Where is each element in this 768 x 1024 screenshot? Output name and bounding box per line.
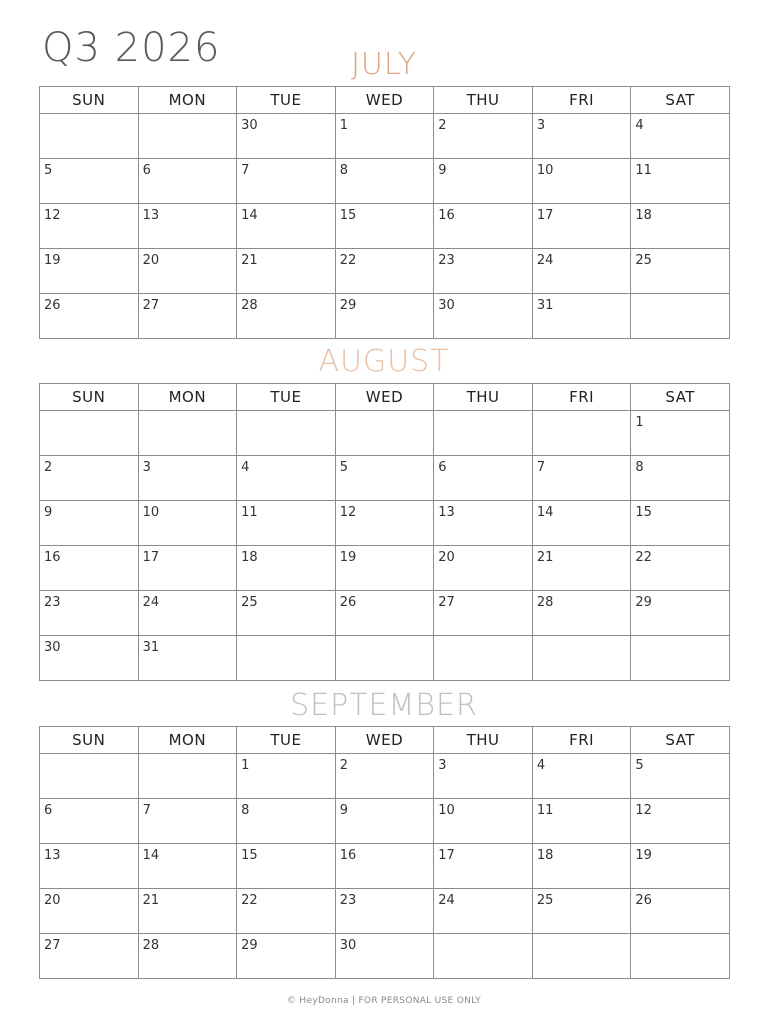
- day-cell: [434, 546, 533, 591]
- day-number: 5: [44, 163, 53, 178]
- day-number: 5: [635, 758, 644, 773]
- day-cell: [237, 934, 336, 979]
- day-number: 20: [142, 253, 160, 268]
- day-cell: [434, 114, 533, 159]
- day-number: 20: [438, 550, 455, 565]
- day-number: 6: [142, 163, 151, 178]
- day-number: 15: [339, 208, 357, 223]
- day-number: 22: [339, 253, 357, 268]
- weekday-header-sat: SAT: [631, 384, 730, 411]
- day-number: 30: [44, 640, 61, 655]
- day-cell: [631, 799, 730, 844]
- week-row: [40, 159, 730, 204]
- weekday-header-tue: TUE: [237, 384, 336, 411]
- weekday-header-fri: FRI: [532, 727, 631, 754]
- day-number: [237, 636, 335, 640]
- day-number: 30: [339, 938, 357, 953]
- day-number: 27: [438, 595, 455, 610]
- day-cell: [631, 114, 730, 159]
- day-number: [434, 934, 532, 938]
- day-cell: [434, 636, 533, 681]
- day-number: [139, 411, 237, 415]
- day-cell: [631, 159, 730, 204]
- weekday-header-row: [40, 384, 730, 411]
- weekday-header-tue: TUE: [237, 87, 336, 114]
- day-cell: [434, 934, 533, 979]
- day-cell: [335, 546, 434, 591]
- day-number: 23: [438, 253, 455, 268]
- day-cell: [532, 546, 631, 591]
- day-number: 9: [339, 803, 348, 818]
- weekday-header-mon: MON: [138, 384, 237, 411]
- day-number: 29: [241, 938, 258, 953]
- day-cell: [237, 114, 336, 159]
- month-title-july: JULY: [351, 47, 417, 82]
- day-number: [40, 754, 138, 758]
- calendar-september: [39, 726, 730, 979]
- day-number: 23: [339, 893, 357, 908]
- day-cell: [335, 204, 434, 249]
- day-number: 19: [635, 848, 652, 863]
- day-cell: [237, 799, 336, 844]
- quarter-title: Q3 2026: [42, 25, 221, 71]
- day-number: 28: [241, 298, 258, 313]
- day-cell: [434, 754, 533, 799]
- day-number: 18: [241, 550, 258, 565]
- day-number: 14: [241, 208, 258, 223]
- day-cell: [138, 501, 237, 546]
- day-number: [631, 636, 729, 640]
- week-row: [40, 249, 730, 294]
- day-cell: [40, 889, 139, 934]
- week-row: [40, 204, 730, 249]
- calendar-july: [39, 86, 730, 339]
- day-cell: [237, 456, 336, 501]
- day-cell: [631, 754, 730, 799]
- day-number: 7: [241, 163, 250, 178]
- day-number: 22: [241, 893, 258, 908]
- day-cell: [40, 114, 139, 159]
- day-cell: [335, 844, 434, 889]
- month-title-september: SEPTEMBER: [290, 688, 478, 723]
- day-cell: [434, 204, 533, 249]
- day-cell: [138, 799, 237, 844]
- weekday-header-fri: FRI: [532, 384, 631, 411]
- day-number: 8: [241, 803, 250, 818]
- day-number: 1: [635, 415, 644, 430]
- day-number: [40, 114, 138, 118]
- day-cell: [631, 501, 730, 546]
- day-cell: [335, 249, 434, 294]
- day-cell: [237, 294, 336, 339]
- week-row: [40, 934, 730, 979]
- day-number: 8: [635, 460, 644, 475]
- day-cell: [532, 294, 631, 339]
- day-number: [533, 636, 631, 640]
- day-number: 30: [438, 298, 455, 313]
- day-cell: [138, 114, 237, 159]
- day-cell: [335, 159, 434, 204]
- day-cell: [434, 294, 533, 339]
- day-cell: [532, 501, 631, 546]
- day-cell: [335, 294, 434, 339]
- weekday-header-tue: TUE: [237, 727, 336, 754]
- week-row: [40, 844, 730, 889]
- day-number: [139, 754, 237, 758]
- day-number: 19: [44, 253, 61, 268]
- weekday-header-fri: FRI: [532, 87, 631, 114]
- day-cell: [631, 636, 730, 681]
- weekday-header-mon: MON: [138, 87, 237, 114]
- day-cell: [237, 501, 336, 546]
- footer-copyright: © HeyDonna | FOR PERSONAL USE ONLY: [286, 996, 482, 1006]
- day-number: 23: [44, 595, 61, 610]
- day-cell: [40, 294, 139, 339]
- day-cell: [434, 159, 533, 204]
- day-number: 4: [241, 460, 250, 475]
- day-cell: [138, 294, 237, 339]
- week-row: [40, 636, 730, 681]
- day-number: 27: [44, 938, 61, 953]
- day-number: 19: [339, 550, 357, 565]
- day-number: 7: [536, 460, 546, 475]
- day-cell: [237, 159, 336, 204]
- day-number: 22: [635, 550, 652, 565]
- day-number: 2: [339, 758, 348, 773]
- day-number: 11: [635, 163, 652, 178]
- day-number: 4: [635, 118, 644, 133]
- day-number: 5: [339, 460, 348, 475]
- day-number: 21: [142, 893, 160, 908]
- day-number: 16: [438, 208, 455, 223]
- day-cell: [532, 204, 631, 249]
- day-cell: [335, 636, 434, 681]
- day-number: 8: [339, 163, 348, 178]
- day-number: 16: [339, 848, 357, 863]
- day-number: 26: [339, 595, 357, 610]
- day-cell: [237, 591, 336, 636]
- day-number: 6: [44, 803, 53, 818]
- day-cell: [631, 249, 730, 294]
- day-cell: [40, 934, 139, 979]
- day-number: 2: [438, 118, 447, 133]
- day-cell: [532, 636, 631, 681]
- day-number: 1: [339, 118, 348, 133]
- day-number: 20: [44, 893, 61, 908]
- day-number: 17: [438, 848, 455, 863]
- day-number: 24: [536, 253, 554, 268]
- day-cell: [532, 799, 631, 844]
- day-number: 31: [142, 640, 160, 655]
- weekday-header-sun: SUN: [40, 727, 139, 754]
- day-number: 25: [241, 595, 258, 610]
- day-cell: [532, 114, 631, 159]
- day-cell: [138, 934, 237, 979]
- day-number: 31: [536, 298, 554, 313]
- day-cell: [138, 456, 237, 501]
- day-number: 13: [142, 208, 160, 223]
- day-number: 14: [536, 505, 554, 520]
- weekday-header-wed: WED: [335, 384, 434, 411]
- day-number: [237, 411, 335, 415]
- day-cell: [532, 456, 631, 501]
- day-cell: [335, 501, 434, 546]
- week-row: [40, 799, 730, 844]
- day-cell: [434, 411, 533, 456]
- day-number: 10: [438, 803, 455, 818]
- day-cell: [335, 114, 434, 159]
- day-number: 17: [142, 550, 160, 565]
- day-cell: [532, 411, 631, 456]
- day-number: 6: [438, 460, 447, 475]
- day-number: 4: [536, 758, 546, 773]
- weekday-header-row: [40, 727, 730, 754]
- day-cell: [138, 546, 237, 591]
- day-number: 24: [438, 893, 455, 908]
- day-number: 28: [536, 595, 554, 610]
- day-number: 10: [536, 163, 554, 178]
- weekday-header-sun: SUN: [40, 384, 139, 411]
- week-row: [40, 546, 730, 591]
- day-cell: [40, 799, 139, 844]
- week-row: [40, 114, 730, 159]
- day-number: [533, 411, 631, 415]
- day-cell: [631, 546, 730, 591]
- day-number: 18: [536, 848, 554, 863]
- day-cell: [631, 411, 730, 456]
- day-number: 11: [241, 505, 258, 520]
- day-number: [434, 636, 532, 640]
- day-number: 15: [241, 848, 258, 863]
- weekday-header-sat: SAT: [631, 87, 730, 114]
- day-cell: [138, 249, 237, 294]
- day-cell: [335, 754, 434, 799]
- day-cell: [138, 844, 237, 889]
- day-number: 2: [44, 460, 53, 475]
- day-number: 21: [241, 253, 258, 268]
- day-cell: [40, 204, 139, 249]
- day-cell: [335, 889, 434, 934]
- day-cell: [532, 889, 631, 934]
- day-cell: [335, 934, 434, 979]
- day-number: 29: [635, 595, 652, 610]
- day-cell: [138, 754, 237, 799]
- day-number: 10: [142, 505, 160, 520]
- day-number: 9: [44, 505, 53, 520]
- day-cell: [532, 249, 631, 294]
- day-number: 17: [536, 208, 554, 223]
- weekday-header-row: [40, 87, 730, 114]
- week-row: [40, 889, 730, 934]
- day-cell: [40, 546, 139, 591]
- day-number: 25: [536, 893, 554, 908]
- day-cell: [631, 889, 730, 934]
- weekday-header-thu: THU: [434, 384, 533, 411]
- day-number: 30: [241, 118, 258, 133]
- day-number: [336, 636, 434, 640]
- week-row: [40, 501, 730, 546]
- weekday-header-wed: WED: [335, 87, 434, 114]
- day-cell: [138, 591, 237, 636]
- day-cell: [335, 411, 434, 456]
- day-number: 9: [438, 163, 447, 178]
- day-cell: [40, 754, 139, 799]
- day-number: [631, 934, 729, 938]
- weekday-header-thu: THU: [434, 87, 533, 114]
- day-number: [631, 294, 729, 298]
- day-cell: [532, 754, 631, 799]
- day-cell: [434, 591, 533, 636]
- day-cell: [237, 546, 336, 591]
- day-cell: [631, 294, 730, 339]
- day-cell: [532, 159, 631, 204]
- day-cell: [40, 456, 139, 501]
- day-number: 18: [635, 208, 652, 223]
- day-cell: [40, 591, 139, 636]
- day-number: 27: [142, 298, 160, 313]
- day-cell: [237, 249, 336, 294]
- day-cell: [237, 844, 336, 889]
- day-cell: [237, 411, 336, 456]
- weekday-header-mon: MON: [138, 727, 237, 754]
- day-number: 13: [438, 505, 455, 520]
- day-cell: [40, 159, 139, 204]
- day-cell: [434, 456, 533, 501]
- day-number: 21: [536, 550, 554, 565]
- day-number: [434, 411, 532, 415]
- weekday-header-wed: WED: [335, 727, 434, 754]
- day-cell: [532, 591, 631, 636]
- day-cell: [138, 159, 237, 204]
- day-number: 24: [142, 595, 160, 610]
- day-cell: [138, 411, 237, 456]
- day-number: 15: [635, 505, 652, 520]
- day-number: 13: [44, 848, 61, 863]
- day-number: 12: [44, 208, 61, 223]
- day-cell: [237, 889, 336, 934]
- day-number: 28: [142, 938, 160, 953]
- day-number: 1: [241, 758, 250, 773]
- week-row: [40, 754, 730, 799]
- day-cell: [631, 844, 730, 889]
- day-cell: [532, 934, 631, 979]
- day-cell: [434, 249, 533, 294]
- week-row: [40, 591, 730, 636]
- day-number: [533, 934, 631, 938]
- month-title-august: AUGUST: [318, 344, 450, 379]
- day-cell: [631, 204, 730, 249]
- week-row: [40, 456, 730, 501]
- day-cell: [335, 799, 434, 844]
- day-cell: [237, 754, 336, 799]
- day-number: 12: [339, 505, 357, 520]
- day-number: 14: [142, 848, 160, 863]
- day-number: 26: [44, 298, 61, 313]
- day-cell: [40, 411, 139, 456]
- weekday-header-thu: THU: [434, 727, 533, 754]
- calendar-august: [39, 383, 730, 681]
- day-cell: [434, 799, 533, 844]
- day-cell: [138, 636, 237, 681]
- day-cell: [40, 636, 139, 681]
- day-cell: [237, 636, 336, 681]
- week-row: [40, 411, 730, 456]
- day-number: 26: [635, 893, 652, 908]
- day-cell: [40, 501, 139, 546]
- day-number: 3: [438, 758, 447, 773]
- day-number: 11: [536, 803, 554, 818]
- day-number: 12: [635, 803, 652, 818]
- day-cell: [40, 844, 139, 889]
- day-number: 7: [142, 803, 151, 818]
- day-number: [139, 114, 237, 118]
- day-cell: [631, 934, 730, 979]
- week-row: [40, 294, 730, 339]
- day-cell: [237, 204, 336, 249]
- weekday-header-sun: SUN: [40, 87, 139, 114]
- day-number: 16: [44, 550, 61, 565]
- day-cell: [532, 844, 631, 889]
- day-number: 25: [635, 253, 652, 268]
- day-cell: [434, 844, 533, 889]
- day-cell: [631, 591, 730, 636]
- day-number: [40, 411, 138, 415]
- day-cell: [434, 501, 533, 546]
- weekday-header-sat: SAT: [631, 727, 730, 754]
- day-cell: [138, 204, 237, 249]
- day-cell: [335, 456, 434, 501]
- day-cell: [434, 889, 533, 934]
- day-number: 3: [536, 118, 546, 133]
- day-cell: [138, 889, 237, 934]
- day-cell: [631, 456, 730, 501]
- day-cell: [40, 249, 139, 294]
- day-number: 3: [142, 460, 151, 475]
- day-number: [336, 411, 434, 415]
- day-number: 29: [339, 298, 357, 313]
- day-cell: [335, 591, 434, 636]
